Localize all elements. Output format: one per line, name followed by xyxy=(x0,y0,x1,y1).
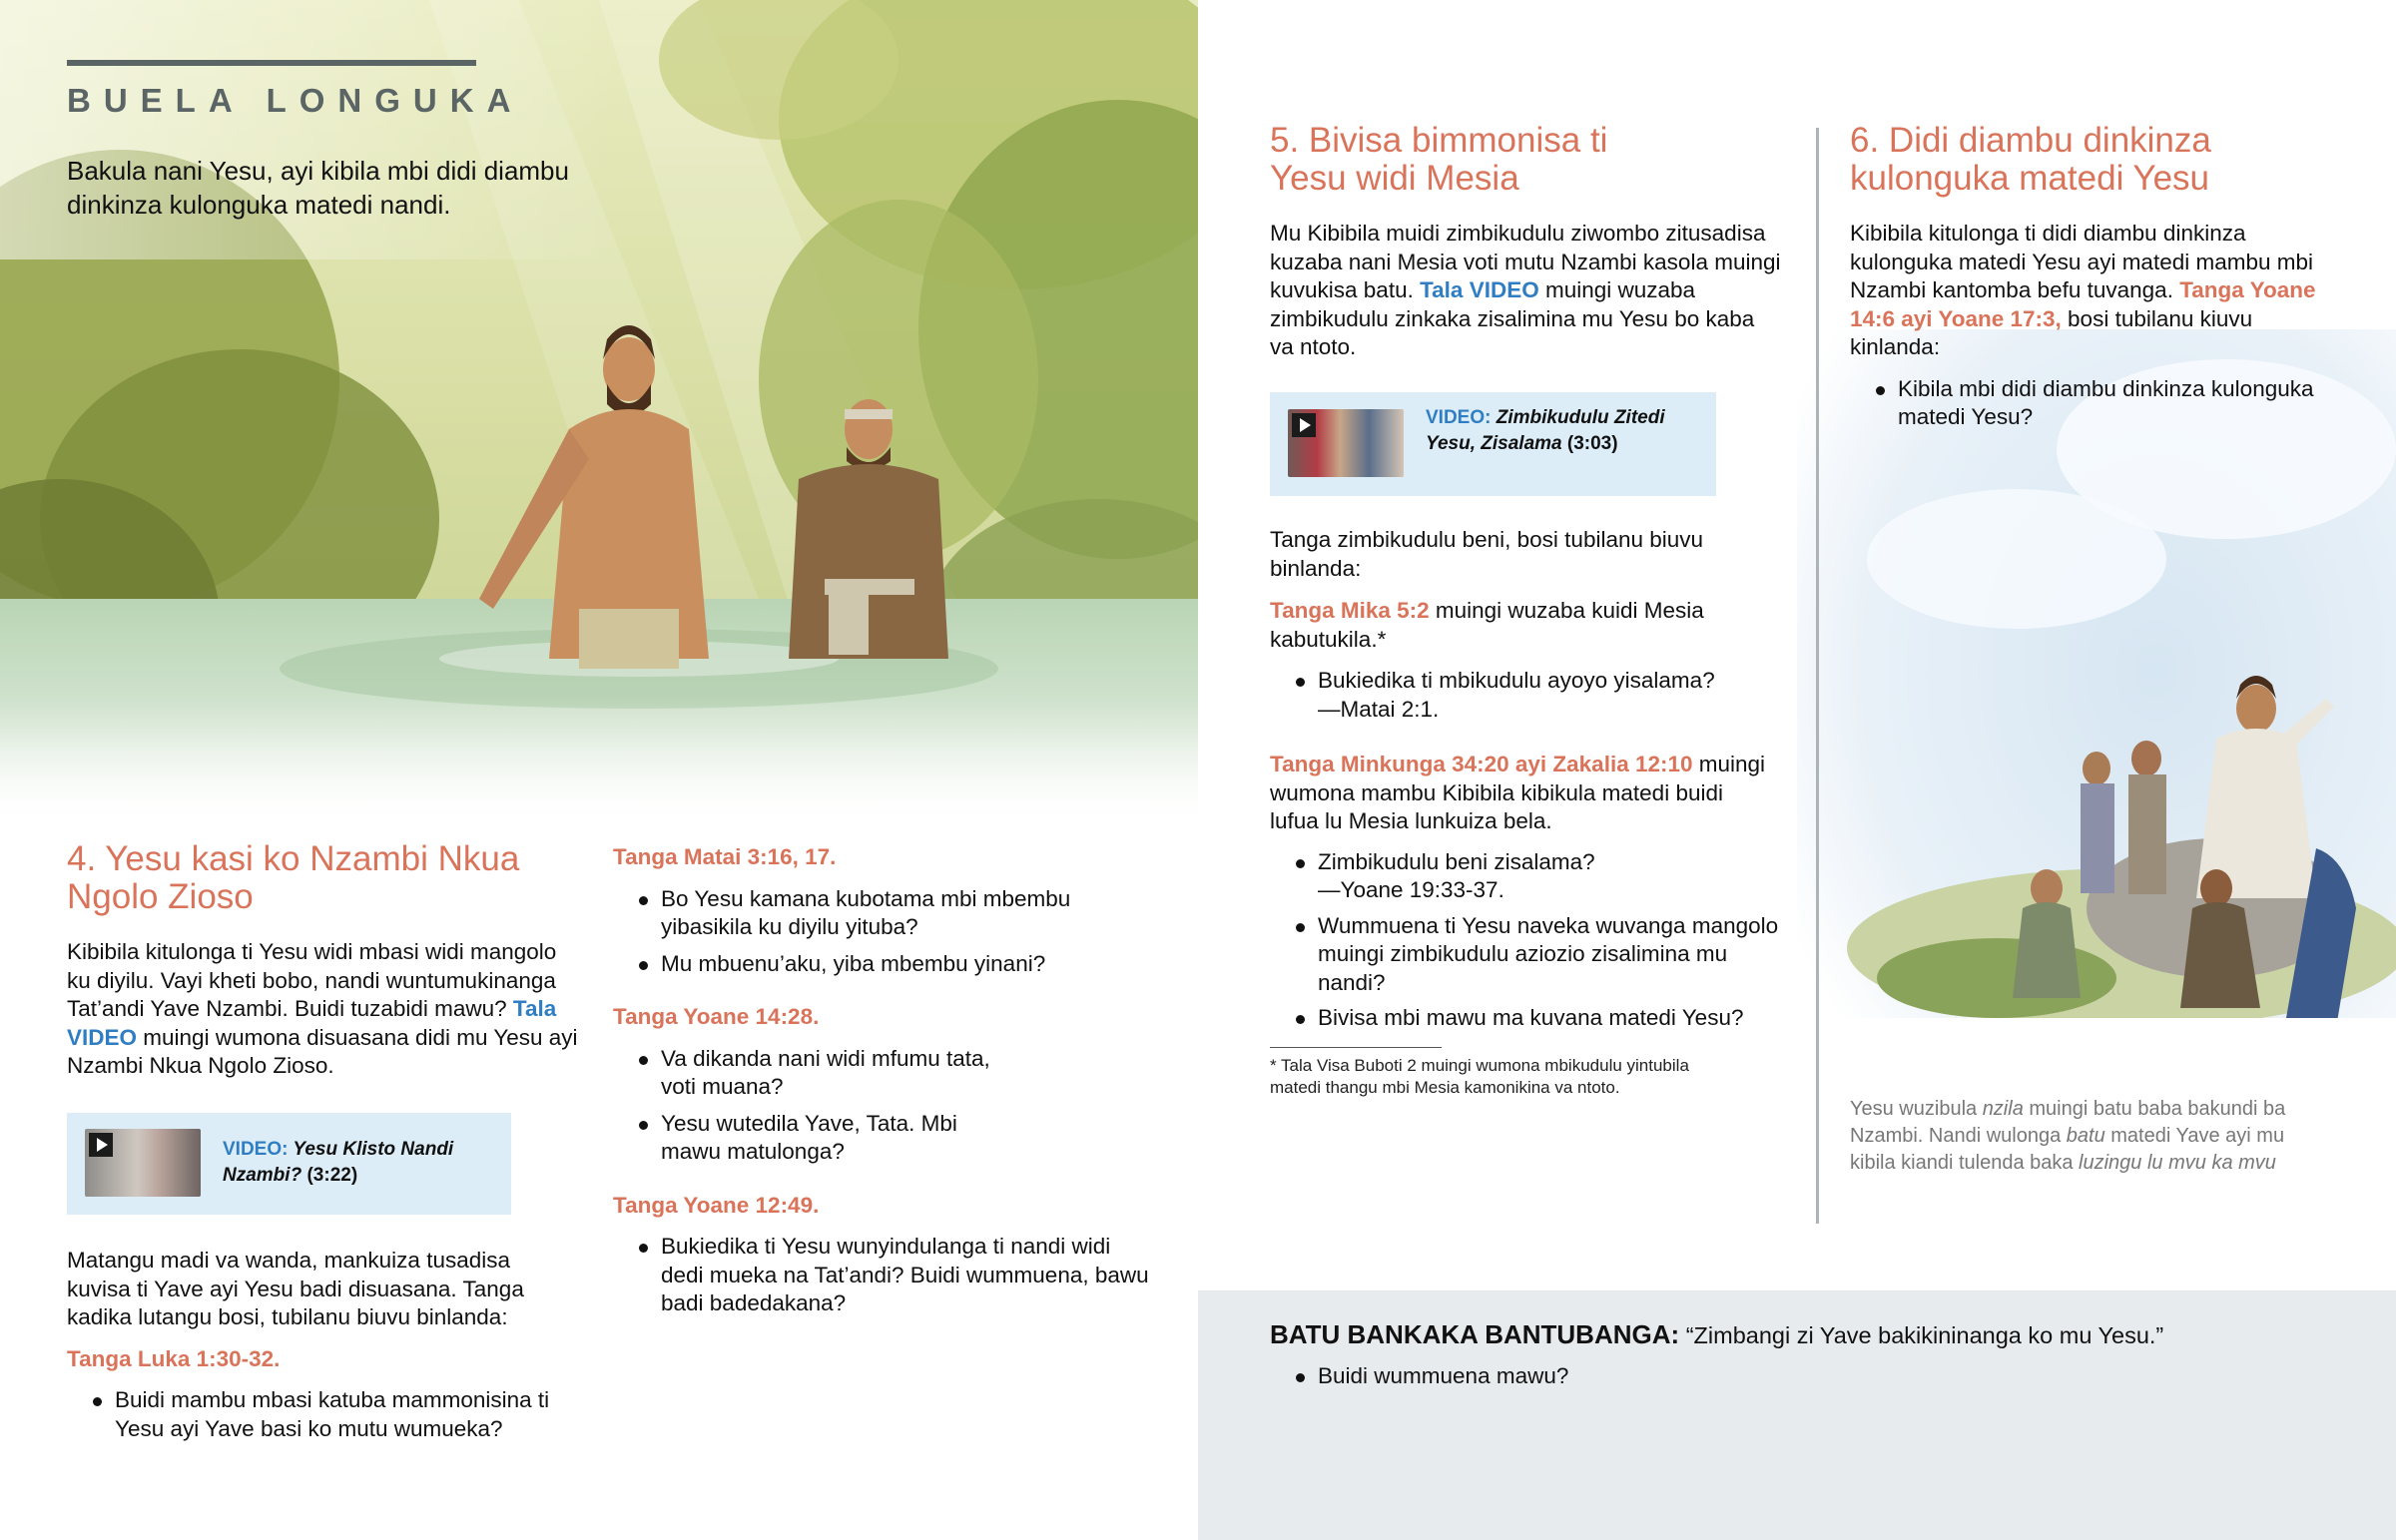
question-item: Mu mbuenu’aku, yiba mbembu yinani? xyxy=(613,950,1132,979)
footnote-rule xyxy=(1270,1047,1442,1048)
section-6-title-line2: kulonguka matedi Yesu xyxy=(1850,159,2209,198)
section-4-title xyxy=(67,840,586,916)
paragraph-text: muingi wuzaba zimbikudulu zinkaka zisalimina mu Yesu bo kaba va ntoto. xyxy=(1270,277,1755,359)
scripture-ref-yoane-12: Tanga Yoane 12:49. xyxy=(613,1192,820,1218)
column-divider xyxy=(1816,128,1819,1224)
paragraph-text: bosi tubilanu kiuvu kinlanda: xyxy=(1850,305,2253,359)
question-item: Yesu wutedila Yave, Tata. Mbi mawu matulonga? xyxy=(613,1110,990,1167)
section-6-title-line1: 6. Didi diambu dinkinza xyxy=(1850,121,2211,160)
section-5 xyxy=(1270,122,1789,362)
watch-video-link[interactable]: Tala VIDEO xyxy=(67,996,557,1050)
question-item: Bukiedika ti Yesu wunyindulanga ti nandi widi dedi mueka na Tat’andi? Buidi wummuena, bawu badi badedakana? xyxy=(613,1233,1155,1318)
question-item: Bivisa mbi mawu ma kuvana matedi Yesu? xyxy=(1270,1004,1789,1033)
question-citation: —Yoane 19:33-37. xyxy=(1318,877,1504,902)
video-duration: (3:03) xyxy=(1566,433,1618,454)
section-5-continued xyxy=(1270,526,1789,1099)
paragraph-text: Kibibila kitulonga ti didi diambu dinkinza kulonguka matedi Yesu ayi matedi mambu mbi Nzambi kantomba befu tuvanga. xyxy=(1850,221,2314,302)
footnote: * Tala Visa Buboti 2 muingi wumona mbikudulu yintubila matedi thangu mbi Mesia kamonikina va ntoto. xyxy=(1270,1055,1689,1097)
caption-emphasis: luzingu lu mvu ka mvu xyxy=(2079,1152,2276,1174)
video-label xyxy=(223,1137,492,1189)
kicker-bar xyxy=(67,60,476,66)
section-5-paragraph-2: Tanga zimbikudulu beni, bosi tubilanu biuvu binlanda: xyxy=(1270,527,1704,581)
section-6-title xyxy=(1850,122,2349,198)
question-item: Bo Yesu kamana kubotama mbi mbembu yibasikila ku diyilu yituba? xyxy=(613,885,1130,942)
section-4-title-line1: 4. Yesu kasi ko Nzambi Nkua xyxy=(67,839,520,878)
scripture-ref-mika: Tanga Mika 5:2 xyxy=(1270,598,1430,623)
others-say-line xyxy=(1270,1319,2163,1350)
caption-text: Yesu wuzibula xyxy=(1850,1098,1983,1120)
section-4 xyxy=(67,840,586,1081)
question-text: Bukiedika ti mbikudulu ayoyo yisalama? xyxy=(1318,668,1715,693)
caption-text: matedi Yave ayi mu kibila kiandi tulenda baka xyxy=(1850,1125,2285,1174)
illustration-caption xyxy=(1850,1096,2319,1177)
video-title: Yesu Klisto Nandi Nzambi? xyxy=(223,1139,454,1186)
video-title: Zimbikudulu Zitedi Yesu, Zisalama xyxy=(1426,407,1665,454)
section-6 xyxy=(1850,122,2349,432)
section-5-title-line1: 5. Bivisa bimmonisa ti xyxy=(1270,121,1608,160)
watch-video-link[interactable]: Tala VIDEO xyxy=(1420,277,1539,302)
section-5-title xyxy=(1270,122,1789,198)
scripture-ref-yoane-14-17: Tanga Yoane 14:6 ayi Yoane 17:3, xyxy=(1850,277,2316,331)
right-page xyxy=(1198,0,2396,1540)
scripture-line-minkunga xyxy=(1270,751,1774,836)
section-4-paragraph-2: Matangu madi va wanda, mankuiza tusadisa kuvisa ti Yave ayi Yesu badi disuasana. Tanga kadika lutangu bosi, tubilanu biuvu binlanda: xyxy=(67,1248,524,1329)
caption-emphasis: batu xyxy=(2066,1125,2105,1147)
video-card-prophecies[interactable] xyxy=(1270,392,1716,496)
section-4-continued xyxy=(67,1247,571,1443)
section-4-paragraph xyxy=(67,938,586,1081)
scripture-ref-yoane-14: Tanga Yoane 14:28. xyxy=(613,1004,820,1029)
others-say-quote: “Zimbangi zi Yave bakikininanga ko mu Yesu.” xyxy=(1679,1322,2164,1348)
video-label xyxy=(1426,405,1700,457)
question-item: Wummuena ti Yesu naveka wuvanga mangolo muingi zimbikudulu aziozio zisalimina mu nandi? xyxy=(1270,912,1787,998)
section-6-paragraph xyxy=(1850,220,2319,362)
intro-text: Bakula nani Yesu, ayi kibila mbi didi diambu dinkinza kulonguka matedi nandi. xyxy=(67,156,569,220)
others-say-label: BATU BANKAKA BANTUBANGA: xyxy=(1270,1319,1680,1349)
play-icon[interactable] xyxy=(1292,413,1316,437)
scripture-line-mika xyxy=(1270,597,1759,654)
paragraph-text: muingi wumona disuasana didi mu Yesu ayi Nzambi Nkua Ngolo Zioso. xyxy=(67,1024,578,1078)
section-5-title-line2: Yesu widi Mesia xyxy=(1270,159,1519,198)
video-card-jesus-god[interactable] xyxy=(67,1113,511,1215)
question-text: Zimbikudulu beni zisalama? xyxy=(1318,848,1595,874)
section-kicker: BUELA LONGUKA xyxy=(67,82,524,119)
caption-emphasis: nzila xyxy=(1982,1098,2024,1120)
scripture-ref-minkunga-zakalia: Tanga Minkunga 34:20 ayi Zakalia 12:10 xyxy=(1270,752,1693,776)
video-keyword: VIDEO: xyxy=(223,1139,289,1160)
teaching-illustration xyxy=(1797,329,2396,1088)
others-say-box xyxy=(1198,1290,2396,1540)
question-item xyxy=(1270,667,1789,724)
question-item xyxy=(1270,848,1789,905)
question-item: Kibila mbi didi diambu dinkinza kulonguka matedi Yesu? xyxy=(1850,375,2337,432)
scripture-ref-luka: Tanga Luka 1:30-32. xyxy=(67,1345,281,1371)
paragraph-text: Kibibila kitulonga ti Yesu widi mbasi widi mangolo ku diyilu. Vayi kheti bobo, nandi wuntumukinanga Tat’andi Yave Nzambi. Buidi tuzabidi mawu? xyxy=(67,939,557,1021)
section-4-title-line2: Ngolo Zioso xyxy=(67,877,254,916)
play-icon[interactable] xyxy=(89,1133,113,1157)
caption-text: muingi batu baba bakundi ba Nzambi. Nandi wulonga xyxy=(1850,1098,2286,1147)
paragraph-text: muingi wuzaba kuidi Mesia kabutukila.* xyxy=(1270,598,1704,652)
column-2 xyxy=(613,843,1149,1318)
video-duration: (3:22) xyxy=(306,1165,358,1186)
question-item: Buidi mambu mbasi katuba mammonisina ti Yesu ayi Yave basi ko mutu wumueka? xyxy=(67,1386,571,1443)
paragraph-text: Mu Kibibila muidi zimbikudulu ziwombo zitusadisa kuzaba nani Mesia voti mutu Nzambi kasola muingi kuvukisa batu. xyxy=(1270,221,1781,302)
scripture-ref-matai: Tanga Matai 3:16, 17. xyxy=(613,844,837,869)
section-5-paragraph xyxy=(1270,220,1781,362)
question-item: Va dikanda nani widi mfumu tata, voti muana? xyxy=(613,1045,990,1102)
baptism-illustration xyxy=(0,0,1198,828)
question-citation: —Matai 2:1. xyxy=(1318,696,1440,722)
question-item: Buidi wummuena mawu? xyxy=(1270,1362,1568,1391)
video-keyword: VIDEO: xyxy=(1426,407,1492,428)
paragraph-text: muingi wumona mambu Kibibila kibikula matedi buidi lufua lu Mesia lunkuiza bela. xyxy=(1270,752,1766,833)
